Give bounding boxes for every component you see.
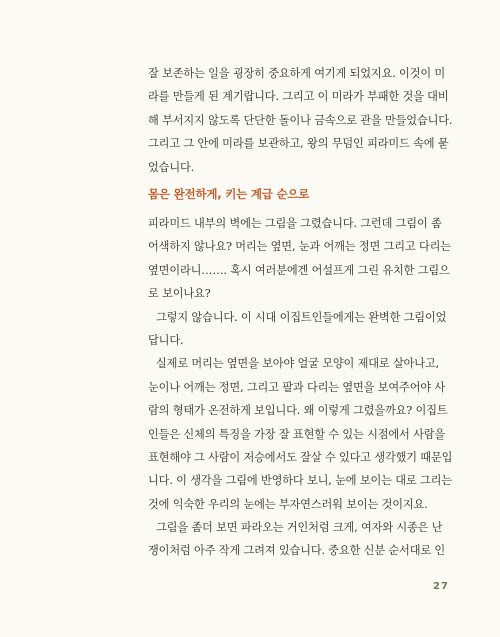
text-line: 것에 익숙한 우리의 눈에는 부자연스러워 보이는 것이지요. bbox=[148, 497, 428, 511]
text-line: 답니다. bbox=[148, 333, 184, 347]
text-line: 그림을 좀더 보면 파라오는 거인처럼 크게, 여자와 시종은 난 bbox=[156, 521, 443, 535]
page-number: 27 bbox=[433, 581, 449, 592]
text-line: 람의 형태가 온전하게 보입니다. 왜 이렇게 그렸을까요? 이집트 bbox=[148, 404, 448, 418]
text-line: 피라미드 내부의 벽에는 그림을 그렸습니다. 그런데 그림이 좀 bbox=[148, 217, 442, 230]
text-line: 실제로 머리는 옆면을 보아야 얼굴 모양이 제대로 살아나고, bbox=[156, 357, 440, 371]
text-line: 잘 보존하는 일을 굉장히 중요하게 여기게 되었지요. 이것이 미 bbox=[148, 67, 446, 80]
section-body bbox=[148, 212, 453, 563]
section-heading: 몸은 완전하게, 키는 계급 순으로 bbox=[148, 187, 310, 201]
text-line: 로 보이나요? bbox=[148, 287, 211, 301]
text-line: 표현해야 그 사람이 저승에서도 잘살 수 있다고 생각했기 때문입 bbox=[148, 450, 453, 464]
text-line: 니다. 이 생각을 그림에 반영하다 보니, 눈에 보이는 대로 그리는 bbox=[148, 474, 452, 488]
text-line: 해 부서지지 않도록 단단한 돌이나 금속으로 관을 만들었습니다. bbox=[148, 113, 453, 127]
text-line: 그렇지 않습니다. 이 시대 이집트인들에게는 완벽한 그림이었 bbox=[156, 310, 447, 324]
intro-paragraph bbox=[148, 62, 453, 179]
text-line: 인들은 신체의 특징을 가장 잘 표현할 수 있는 시점에서 사람을 bbox=[148, 427, 446, 441]
text-line: 옆면이라니……. 혹시 여러분에겐 어설프게 그린 유치한 그림으 bbox=[148, 263, 450, 277]
text-line: 었습니다. bbox=[148, 160, 195, 174]
text-line: 눈이나 어깨는 정면, 그리고 팔과 다리는 옆면을 보여주어야 사 bbox=[148, 380, 446, 394]
text-line: 어색하지 않나요? 머리는 옆면, 눈과 어깨는 정면 그리고 다리는 bbox=[148, 240, 451, 254]
text-line: 쟁이처럼 아주 작게 그려져 있습니다. 중요한 신분 순서대로 인 bbox=[148, 544, 446, 558]
text-line: 그리고 그 안에 미라를 보관하고, 왕의 무덤인 피라미드 속에 묻 bbox=[148, 137, 449, 151]
text-line: 라를 만들게 된 계기랍니다. 그리고 이 미라가 부패한 것을 대비 bbox=[148, 90, 449, 104]
